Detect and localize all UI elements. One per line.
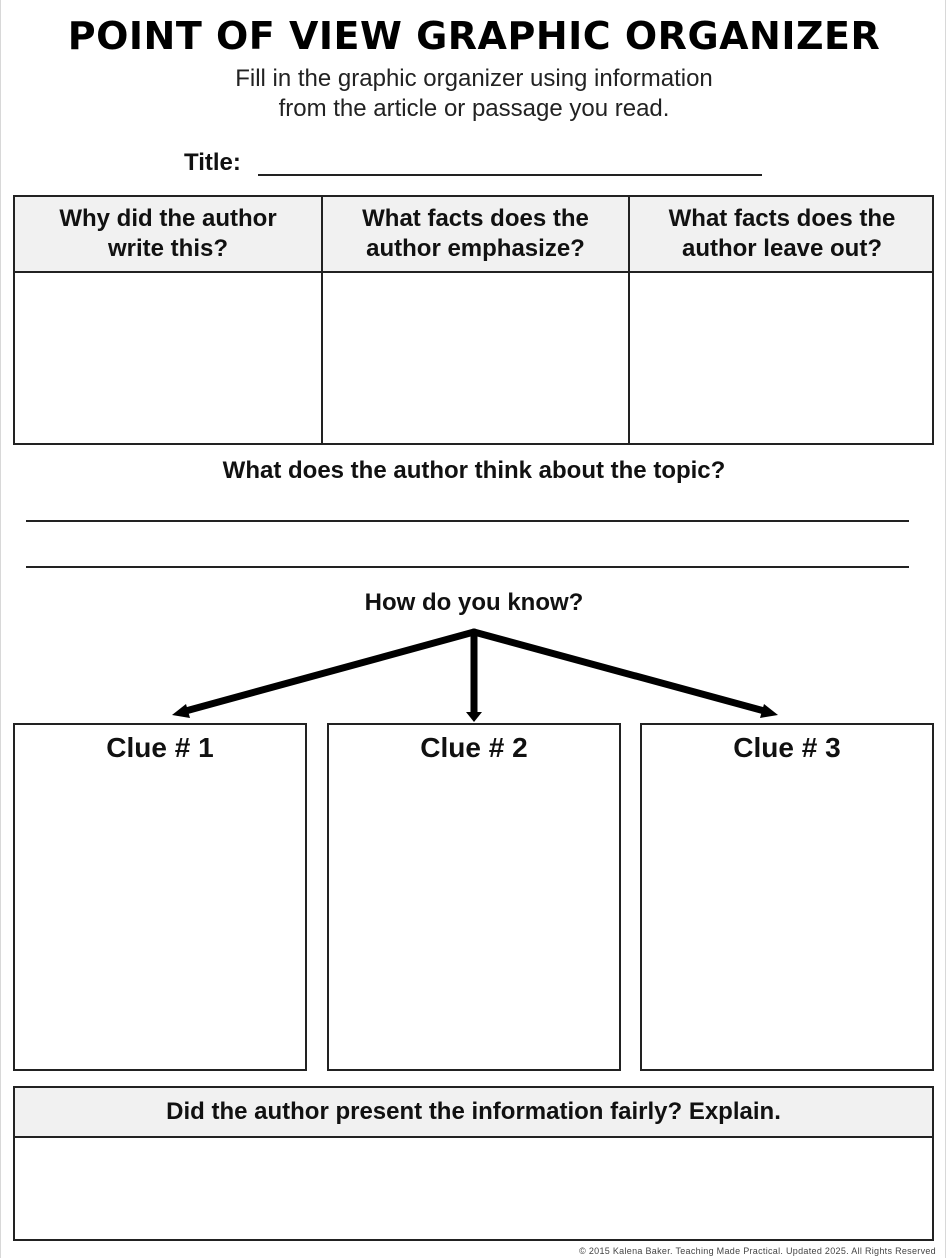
table-column-purpose bbox=[15, 197, 321, 443]
column-header-omitted-line-1: What facts does the bbox=[668, 205, 896, 232]
clue-label-3: Clue # 3 bbox=[733, 732, 841, 763]
column-header-emphasized-line-2: author emphasize? bbox=[366, 235, 585, 262]
arrowhead-clue-3 bbox=[760, 704, 778, 718]
instructions-line-2: from the article or passage you read. bbox=[278, 95, 670, 122]
instructions bbox=[0, 64, 948, 124]
instructions-line-1: Fill in the graphic organizer using information bbox=[235, 65, 713, 92]
clue-label-1: Clue # 1 bbox=[106, 732, 214, 763]
branch-arrows bbox=[0, 620, 948, 730]
table-column-omitted-facts bbox=[628, 197, 934, 443]
fairness-question: Did the author present the information fairly? Explain. bbox=[15, 1088, 932, 1138]
fairness-answer-area[interactable] bbox=[15, 1138, 932, 1239]
answer-cell-emphasized-facts[interactable] bbox=[323, 273, 628, 443]
clue-box-3[interactable] bbox=[640, 723, 934, 1071]
column-header-emphasized-facts bbox=[323, 197, 628, 271]
point-of-view-table bbox=[13, 195, 934, 445]
clue-box-1[interactable] bbox=[13, 723, 307, 1071]
title-field-label: Title: bbox=[184, 149, 241, 176]
column-header-purpose bbox=[15, 197, 321, 271]
arrowhead-clue-1 bbox=[172, 704, 190, 718]
column-header-purpose-line-1: Why did the author bbox=[59, 205, 277, 232]
evidence-question: How do you know? bbox=[364, 589, 584, 616]
opinion-question: What does the author think about the topic? bbox=[222, 457, 726, 484]
table-column-emphasized-facts bbox=[321, 197, 628, 443]
arrow-to-clue-3 bbox=[474, 632, 768, 712]
column-header-emphasized-line-1: What facts does the bbox=[362, 205, 589, 232]
opinion-answer-line-2[interactable] bbox=[26, 566, 909, 568]
fairness-section bbox=[13, 1086, 934, 1241]
answer-cell-purpose[interactable] bbox=[15, 273, 321, 443]
copyright-footer: © 2015 Kalena Baker. Teaching Made Practical. Updated 2025. All Rights Reserved bbox=[579, 1246, 936, 1256]
column-header-omitted-facts bbox=[630, 197, 934, 271]
title-write-line[interactable] bbox=[258, 174, 762, 176]
opinion-answer-line-1[interactable] bbox=[26, 520, 909, 522]
page-title: POINT OF VIEW GRAPHIC ORGANIZER bbox=[67, 14, 881, 58]
clue-label-2: Clue # 2 bbox=[420, 732, 528, 763]
column-header-omitted-line-2: author leave out? bbox=[681, 235, 882, 262]
column-header-purpose-line-2: write this? bbox=[107, 235, 228, 262]
title-field bbox=[184, 148, 764, 178]
arrow-to-clue-1 bbox=[182, 632, 474, 712]
answer-cell-omitted-facts[interactable] bbox=[630, 273, 934, 443]
clue-box-2[interactable] bbox=[327, 723, 621, 1071]
arrowhead-clue-2 bbox=[466, 712, 482, 722]
